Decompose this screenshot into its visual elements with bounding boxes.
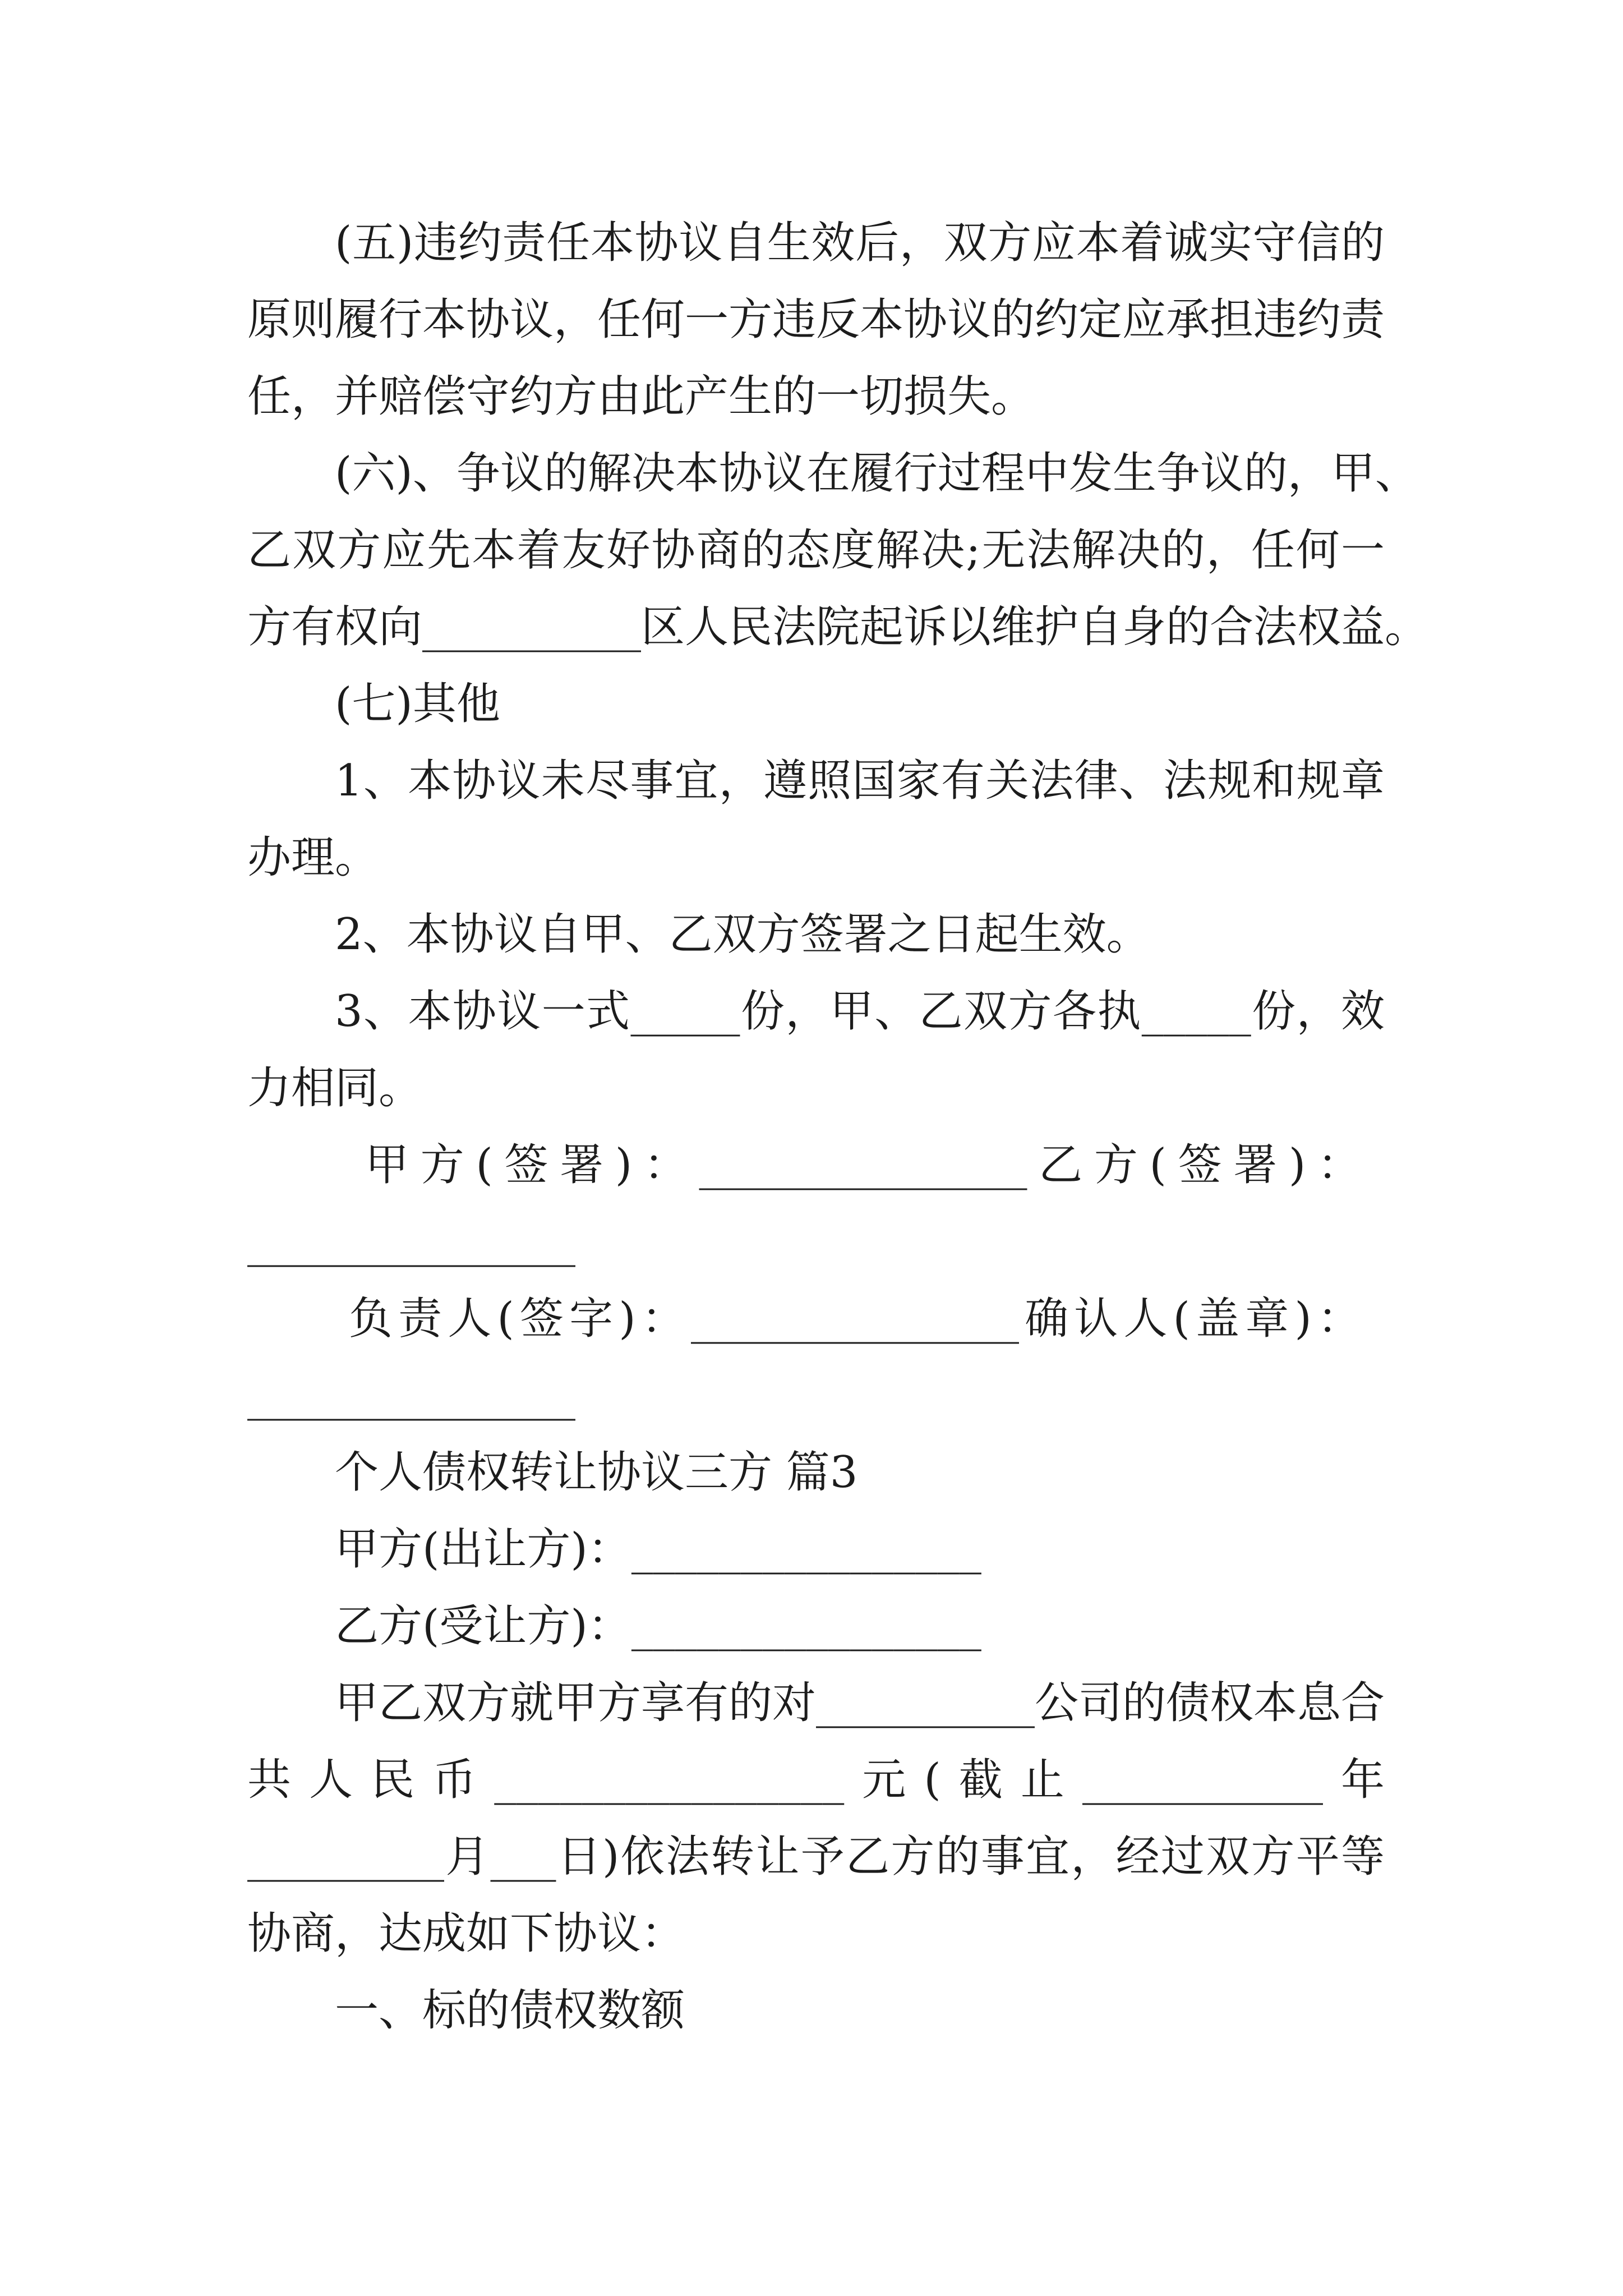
intro-line: 共人民币________________元(截止___________年 bbox=[247, 1755, 1385, 1805]
intro-line: 协商，达成如下协议： bbox=[247, 1908, 685, 1959]
section-title: 个人债权转让协议三方 篇3 bbox=[335, 1447, 858, 1498]
clause-other-heading: (七)其他 bbox=[335, 679, 500, 729]
party-a-field: 甲方(出让方)：________________ bbox=[335, 1524, 981, 1575]
party-b-field: 乙方(受让方)：________________ bbox=[335, 1601, 981, 1651]
intro-line: _________月___日)依法转让予乙方的事宜，经过双方平等 bbox=[247, 1832, 1385, 1882]
clause-dispute-line: 方有权向__________区人民法院起诉以维护自身的合法权益。 bbox=[247, 602, 1429, 652]
other-item-1-line: 1、本协议未尽事宜，遵照国家有关法律、法规和规章 bbox=[335, 756, 1385, 806]
item-1-heading: 一、标的债权数额 bbox=[335, 1985, 685, 2036]
clause-breach-line: (五)违约责任本协议自生效后，双方应本着诚实守信的 bbox=[335, 218, 1385, 268]
other-item-2: 2、本协议自甲、乙双方签署之日起生效。 bbox=[335, 909, 1150, 960]
intro-line: 甲乙双方就甲方享有的对__________公司的债权本息合 bbox=[335, 1678, 1385, 1728]
other-item-3-line: 力相同。 bbox=[247, 1063, 423, 1114]
clause-breach-line: 任，并赔偿守约方由此产生的一切损失。 bbox=[247, 371, 1035, 422]
clause-dispute-line: 乙双方应先本着友好协商的态度解决;无法解决的，任何一 bbox=[247, 525, 1385, 576]
signature-line-responsible-confirm: 负责人(签字)：_______________确认人(盖章)： bbox=[349, 1294, 1361, 1344]
other-item-1-line: 办理。 bbox=[247, 832, 379, 883]
clause-breach-line: 原则履行本协议，任何一方违反本协议的约定应承担违约责 bbox=[247, 295, 1385, 345]
signature-blank: _______________ bbox=[247, 1370, 575, 1421]
clause-dispute-line: (六)、争议的解决本协议在履行过程中发生争议的，甲、 bbox=[335, 448, 1419, 499]
other-item-3-line: 3、本协议一式_____份，甲、乙双方各执_____份，效 bbox=[335, 986, 1385, 1037]
document-body bbox=[247, 205, 1429, 2049]
signature-line-party-a-b: 甲方(签署)：_______________乙方(签署)： bbox=[365, 1140, 1361, 1190]
signature-blank: _______________ bbox=[247, 1217, 575, 1267]
